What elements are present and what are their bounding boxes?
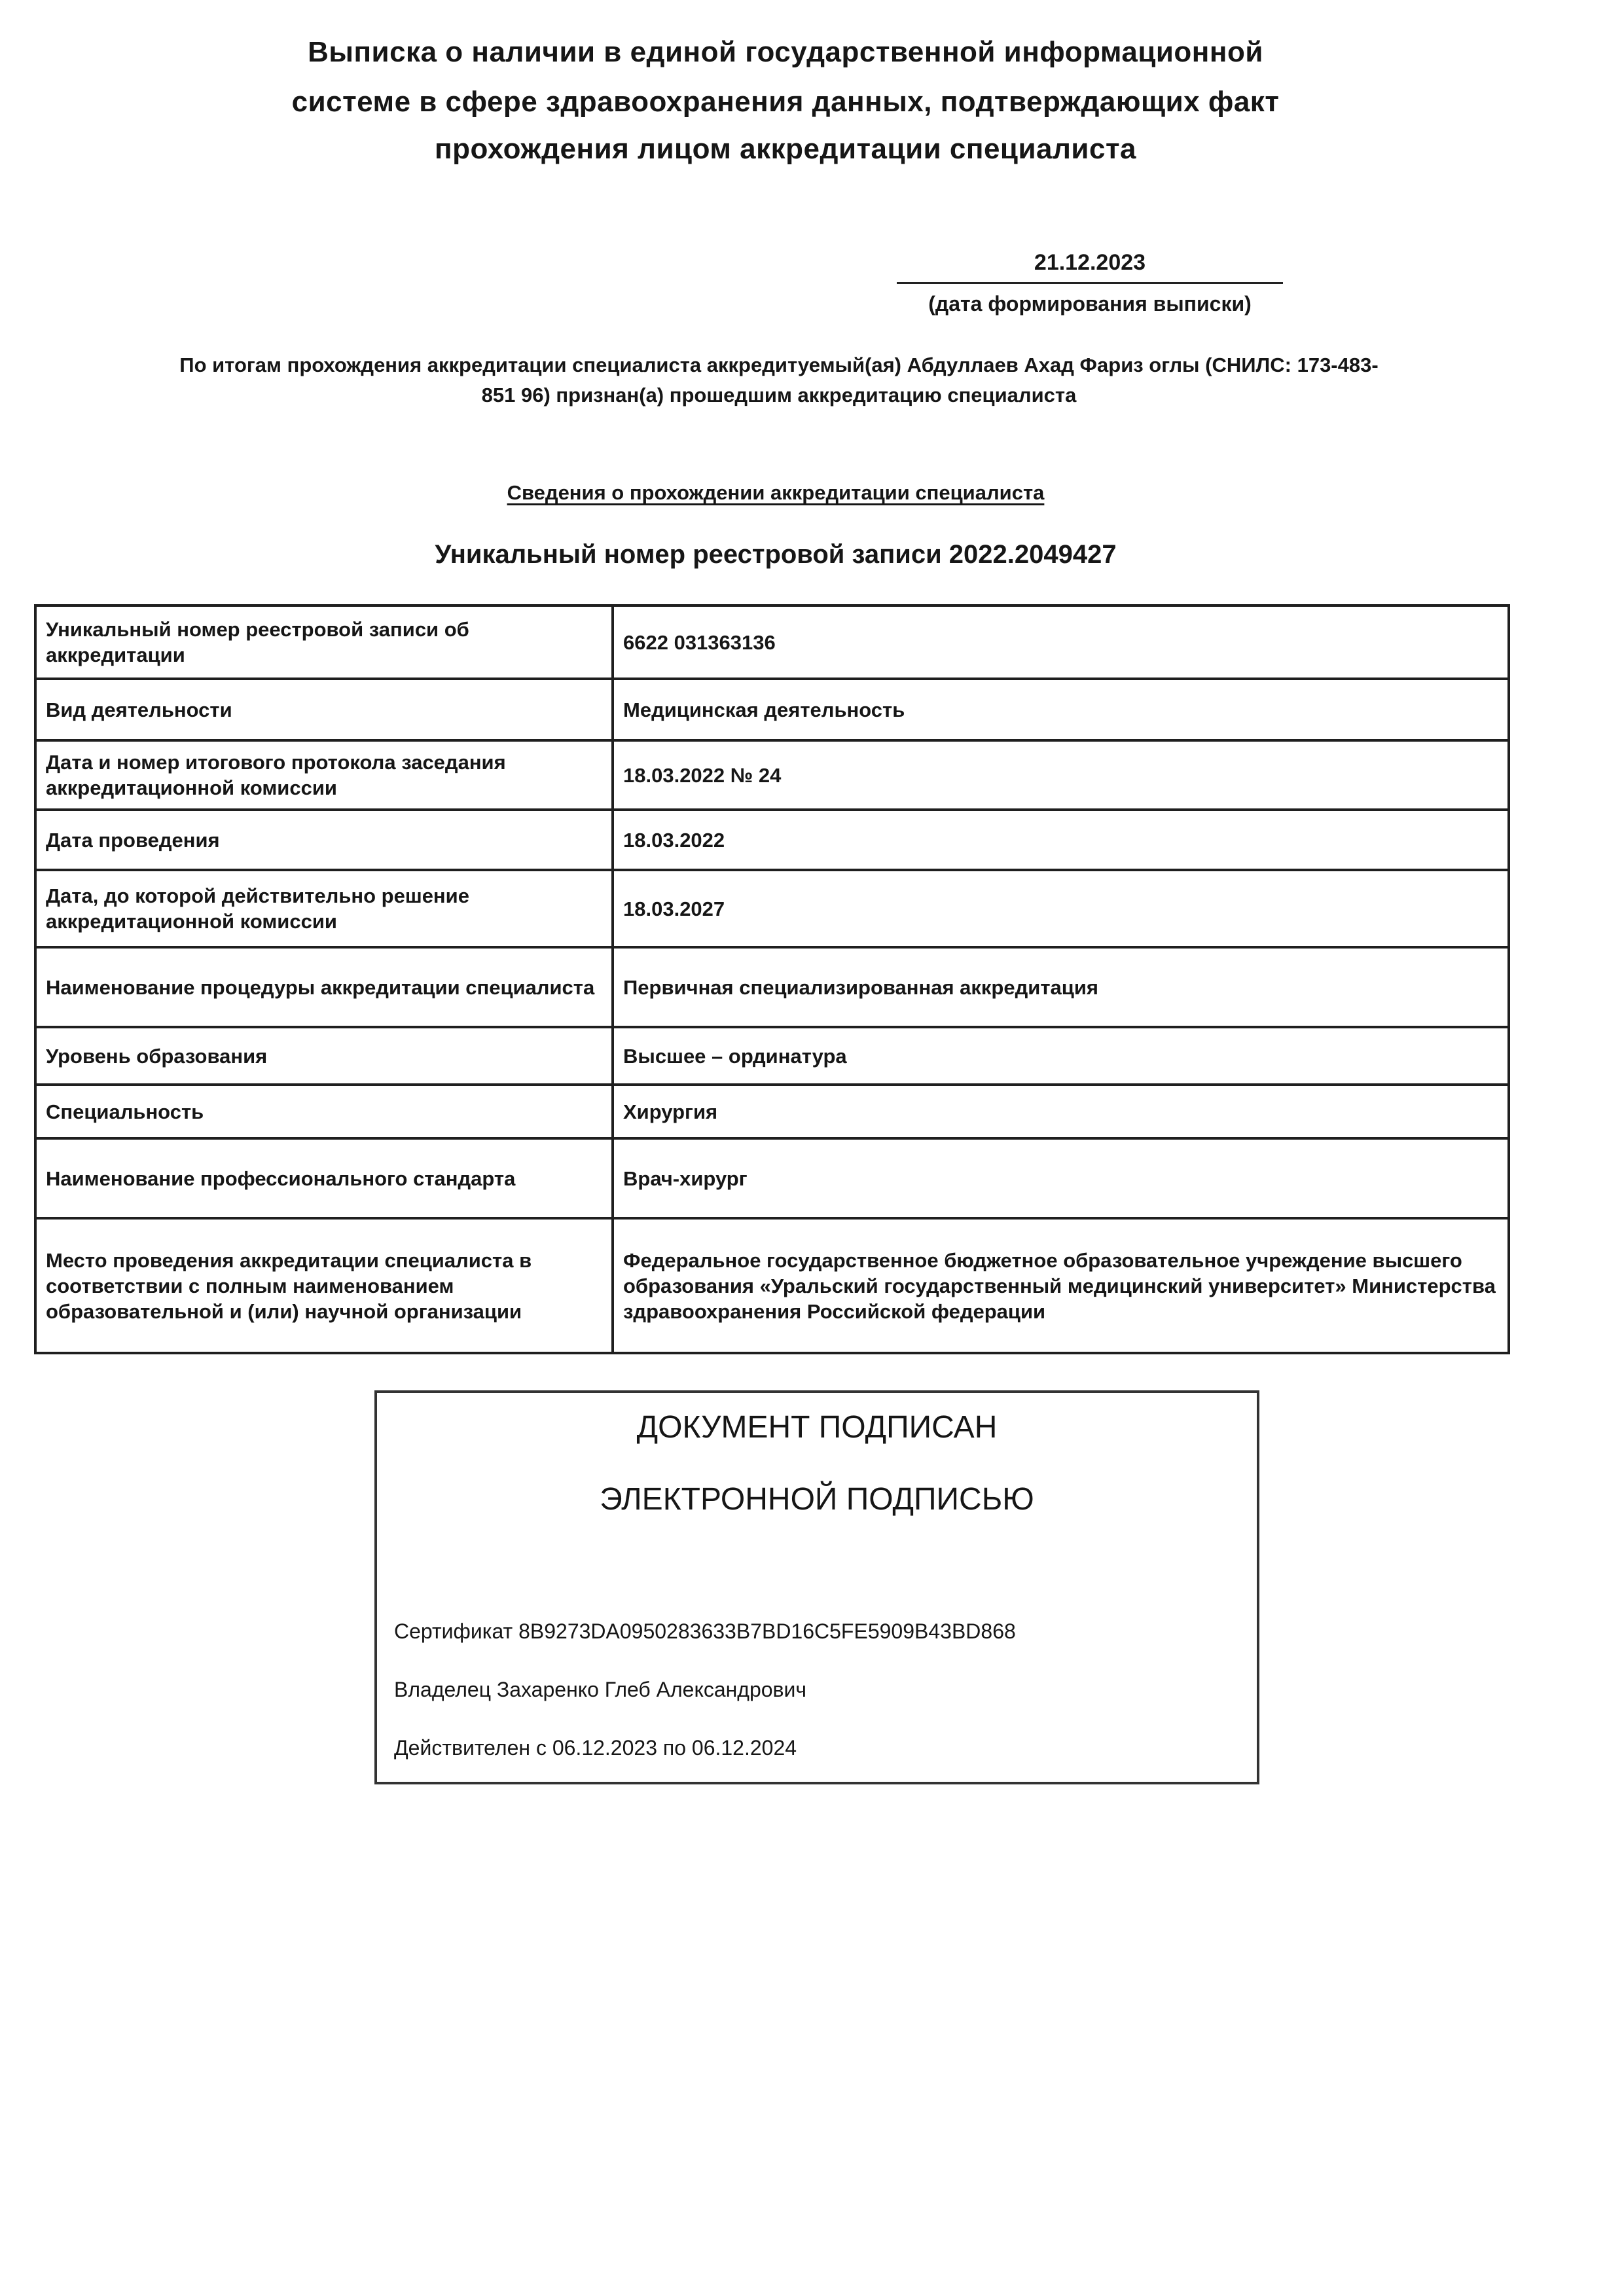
row-value: Медицинская деятельность — [613, 679, 1509, 740]
title-line-1: Выписка о наличии в единой государственной информационной — [308, 36, 1263, 68]
row-label: Наименование процедуры аккредитации специалиста — [35, 947, 613, 1027]
stamp-heading-2: ЭЛЕКТРОННОЙ ПОДПИСЬЮ — [600, 1482, 1034, 1517]
row-value: Врач-хирург — [613, 1138, 1509, 1218]
row-label: Наименование профессионального стандарта — [35, 1138, 613, 1218]
signature-stamp — [374, 1390, 1259, 1784]
row-value: Первичная специализированная аккредитация — [613, 947, 1509, 1027]
row-value: 6622 031363136 — [613, 605, 1509, 679]
intro-paragraph — [39, 350, 1519, 410]
table-row — [35, 870, 1509, 947]
intro-line-2: 851 96) признан(а) прошедшим аккредитацию специалиста — [481, 384, 1077, 407]
title-line-cut — [131, 36, 1440, 79]
table-row — [35, 810, 1509, 870]
row-label: Дата и номер итогового протокола заседания аккредитационной комиссии — [35, 740, 613, 810]
row-value: 18.03.2022 № 24 — [613, 740, 1509, 810]
table-row — [35, 947, 1509, 1027]
table-row — [35, 740, 1509, 810]
row-value: Хирургия — [613, 1085, 1509, 1138]
stamp-certificate: Сертификат 8B9273DA0950283633B7BD16C5FE5909B43BD868 — [394, 1619, 1016, 1643]
row-label: Уровень образования — [35, 1027, 613, 1085]
table-row — [35, 1218, 1509, 1353]
section-heading-text: Сведения о прохождении аккредитации специалиста — [507, 481, 1045, 504]
table-row — [35, 1027, 1509, 1085]
title-line-3: прохождения лицом аккредитации специалиста — [435, 133, 1136, 165]
row-label: Уникальный номер реестровой записи об аккредитации — [35, 605, 613, 679]
row-value: Высшее – ординатура — [613, 1027, 1509, 1085]
table-row — [35, 679, 1509, 740]
stamp-validity: Действителен с 06.12.2023 по 06.12.2024 — [394, 1736, 797, 1760]
date-block — [897, 250, 1283, 316]
row-label: Дата проведения — [35, 810, 613, 870]
title-line-2: системе в сфере здравоохранения данных, подтверждающих факт — [291, 86, 1280, 118]
date-value: 21.12.2023 — [897, 250, 1283, 284]
stamp-owner: Владелец Захаренко Глеб Александрович — [394, 1678, 807, 1701]
row-value: Федеральное государственное бюджетное образовательное учреждение высшего образования «Уральский государственный медицинский университет» Министерства здравоохранения Российской федерации — [613, 1218, 1509, 1353]
accreditation-table — [34, 604, 1510, 1354]
registry-title: Уникальный номер реестровой записи 2022.2049427 — [435, 540, 1117, 569]
table-row — [35, 1085, 1509, 1138]
row-value: 18.03.2027 — [613, 870, 1509, 947]
section-heading — [0, 481, 1551, 505]
row-value: 18.03.2022 — [613, 810, 1509, 870]
row-label: Место проведения аккредитации специалиста в соответствии с полным наименованием образовательной и (или) научной организации — [35, 1218, 613, 1353]
table-row — [35, 1138, 1509, 1218]
row-label: Дата, до которой действительно решение аккредитационной комиссии — [35, 870, 613, 947]
table-row — [35, 605, 1509, 679]
stamp-heading-1: ДОКУМЕНТ ПОДПИСАН — [636, 1410, 998, 1445]
row-label: Вид деятельности — [35, 679, 613, 740]
date-caption: (дата формирования выписки) — [928, 292, 1252, 316]
row-label: Специальность — [35, 1085, 613, 1138]
document-title — [131, 36, 1440, 173]
intro-line-1: По итогам прохождения аккредитации специалиста аккредитуемый(ая) Абдуллаев Ахад Фариз оглы (СНИЛС: 173-483- — [179, 353, 1379, 376]
